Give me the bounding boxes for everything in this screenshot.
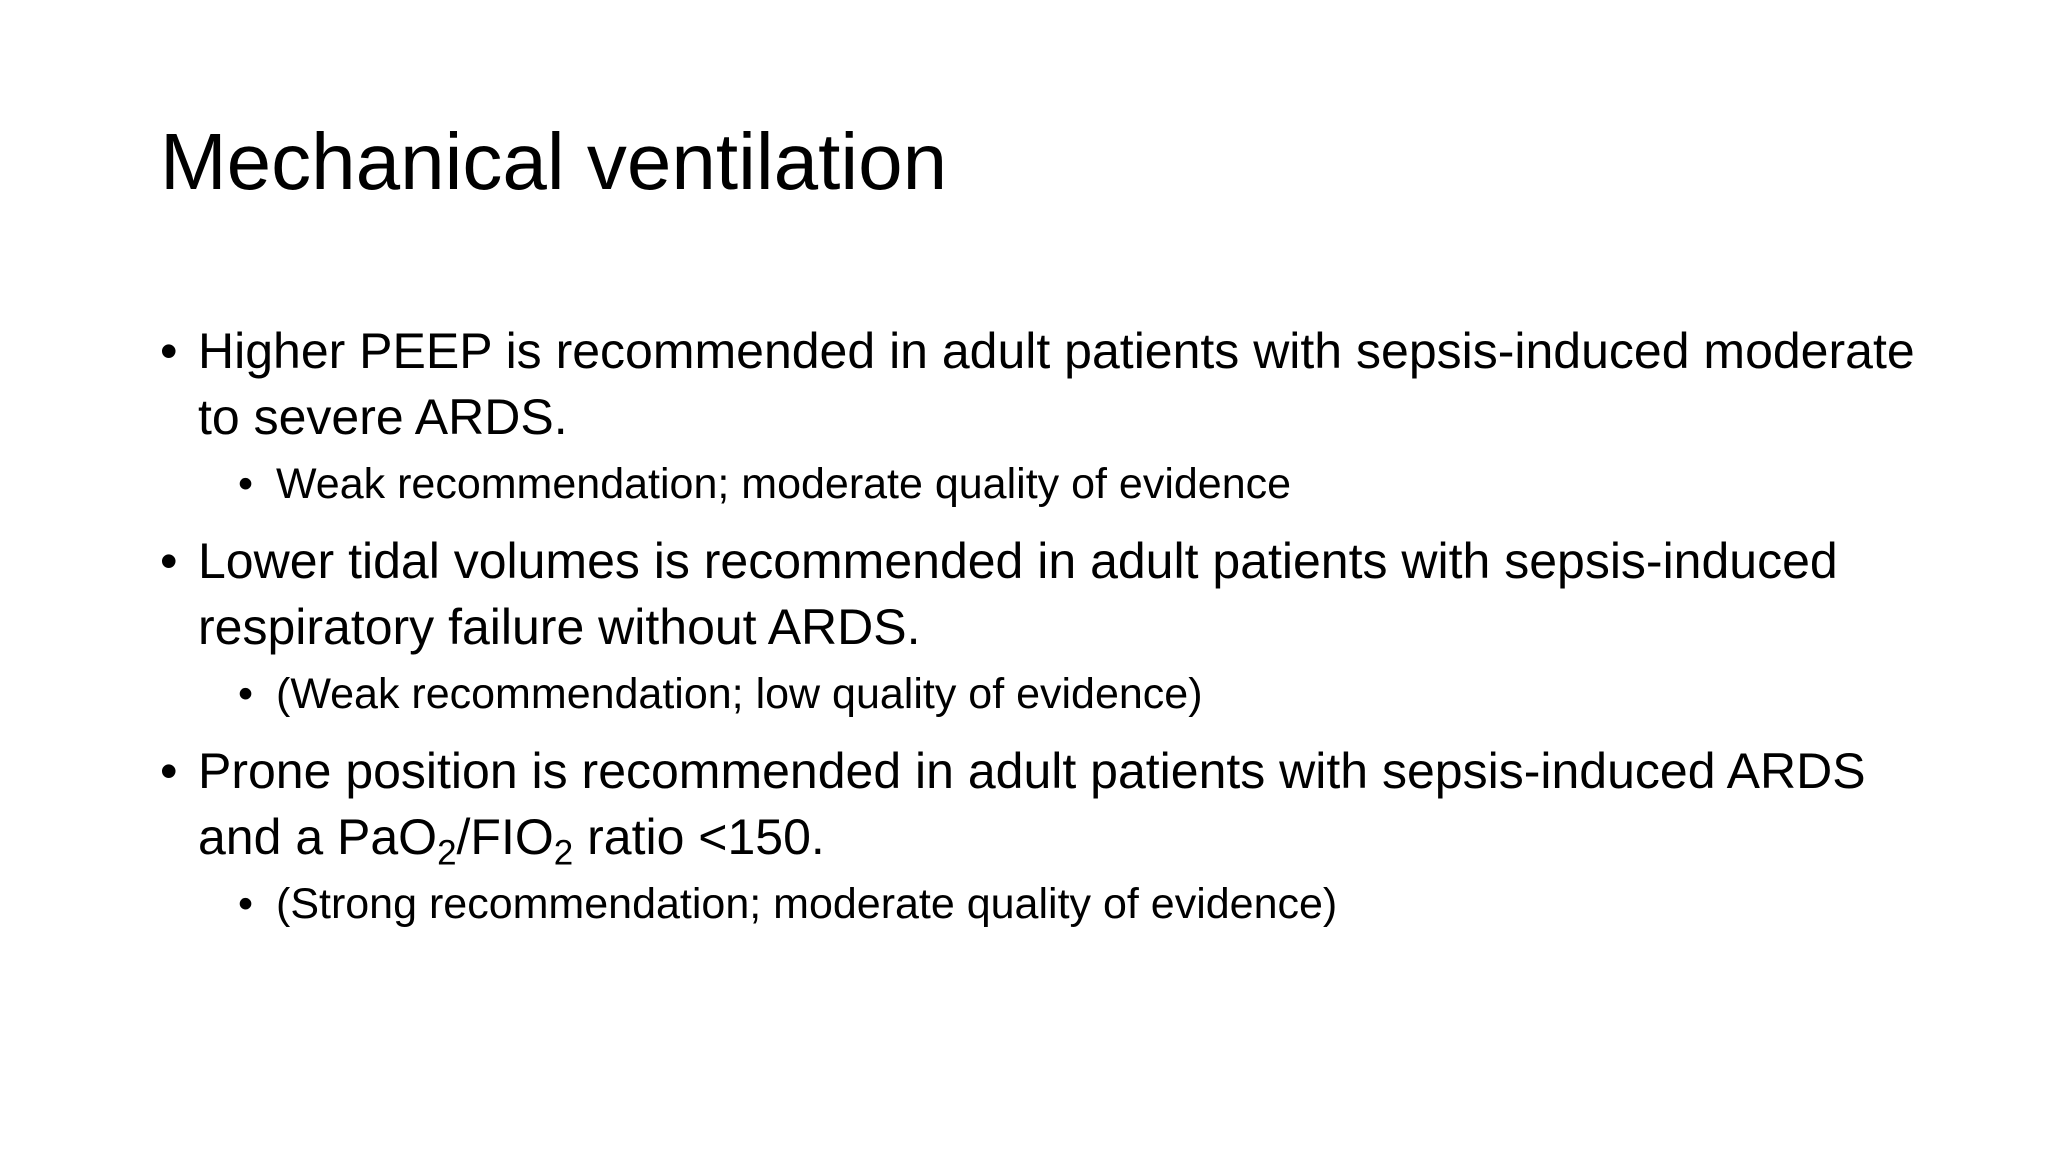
bullet-text-part: /FIO xyxy=(456,809,554,865)
bullet-item xyxy=(160,528,1920,724)
bullet-text: Lower tidal volumes is recommended in adult patients with sepsis-induced respiratory failure without ARDS. xyxy=(198,533,1838,655)
bullet-item xyxy=(160,318,1920,514)
bullet-icon: • xyxy=(160,323,178,379)
sub-bullet-item xyxy=(238,454,1920,514)
bullet-text xyxy=(198,738,1920,873)
sub-bullet-item xyxy=(238,664,1920,724)
sub-bullet-icon: • xyxy=(238,460,254,508)
sub-bullet-item xyxy=(238,874,1920,934)
sub-bullet-text: (Strong recommendation; moderate quality of evidence) xyxy=(276,880,1338,928)
bullet-text: Higher PEEP is recommended in adult patients with sepsis-induced moderate to severe ARDS. xyxy=(198,323,1915,445)
bullet-text-part: Prone position is recommended in adult patients with sepsis-induced ARDS and a PaO xyxy=(198,743,1866,865)
sub-bullet-text: Weak recommendation; moderate quality of evidence xyxy=(276,460,1292,508)
bullet-icon: • xyxy=(160,533,178,589)
sub-bullet-icon: • xyxy=(238,670,254,718)
bullet-list xyxy=(160,318,1920,934)
slide-title: Mechanical ventilation xyxy=(160,117,948,206)
subscript: 2 xyxy=(553,833,574,873)
bullet-item xyxy=(160,738,1920,934)
bullet-text-part: ratio <150. xyxy=(573,809,825,865)
bullet-icon: • xyxy=(160,743,178,799)
sub-bullet-text: (Weak recommendation; low quality of evidence) xyxy=(276,670,1203,718)
subscript: 2 xyxy=(437,833,457,873)
sub-bullet-icon: • xyxy=(238,880,254,928)
